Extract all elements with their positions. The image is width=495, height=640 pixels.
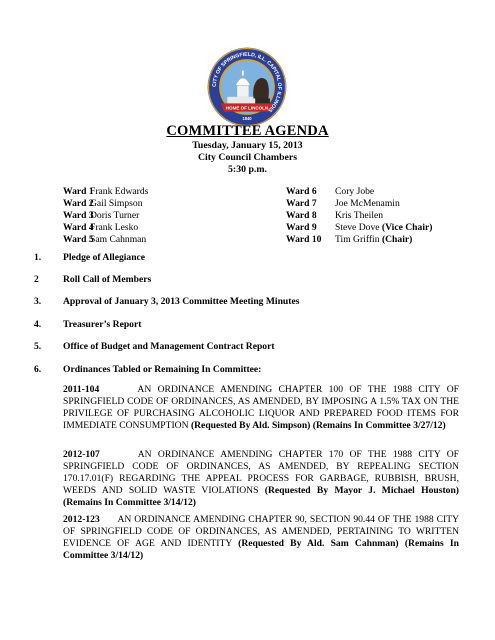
alderman-name: Steve Dove (Vice Chair)	[335, 222, 433, 234]
seal-ribbon-text: HOME OF LINCOLN	[225, 105, 269, 111]
ordinance-body: AN ORDINANCE AMENDING CHAPTER 90, SECTION 90.44 OF THE 1988 CITY OF SPRINGFIELD CODE OF ORDINANCES, AS AMENDED, PERTAINING TO WRITTEN EVIDENCE OF AGE AND IDENTITY	[63, 514, 460, 550]
item-text: Office of Budget and Management Contract Report	[63, 341, 275, 352]
alderman-name: Sam Cahnman	[90, 234, 147, 246]
alderman-name: Joe McMenamin	[335, 198, 400, 210]
item-text: Ordinances Tabled or Remaining In Committee:	[63, 364, 262, 375]
ward-roster	[63, 186, 483, 246]
ordinance-note: (Requested By Ald. Simpson) (Remains In Committee 3/27/12)	[190, 420, 446, 432]
ordinance-note: (Requested By Mayor J. Michael Houston) (Remains In Committee 3/14/12)	[63, 485, 459, 509]
agenda-item	[34, 319, 141, 330]
alderman-name: Doris Turner	[90, 210, 140, 222]
ward-label: Ward 2	[63, 198, 94, 210]
ward-label: Ward 5	[63, 234, 94, 246]
meeting-location: City Council Chambers	[197, 152, 298, 163]
item-number: 1.	[34, 252, 42, 263]
ordinance-id: 2011-104	[63, 384, 100, 395]
item-text: Pledge of Allegiance	[63, 252, 146, 263]
alderman-name: Tim Griffin (Chair)	[335, 234, 413, 246]
meeting-date: Tuesday, January 15, 2013	[192, 140, 303, 151]
item-number: 6.	[34, 364, 42, 375]
ordinance-entry	[63, 449, 459, 509]
agenda-item	[34, 252, 145, 263]
agenda-item	[34, 364, 261, 375]
ward-label: Ward 7	[286, 198, 317, 210]
ward-row	[63, 186, 483, 198]
item-text: Approval of January 3, 2013 Committee Meeting Minutes	[63, 296, 300, 307]
alderman-name: Frank Lesko	[90, 222, 139, 234]
ordinance-entry	[63, 384, 459, 432]
agenda-item	[34, 274, 151, 285]
alderman-name: Gail Simpson	[90, 198, 143, 210]
alderman-name: Cory Jobe	[335, 186, 375, 197]
agenda-item	[34, 296, 299, 307]
alderman-name: Frank Edwards	[90, 186, 149, 197]
ordinance-body: AN ORDINANCE AMENDING CHAPTER 170 OF THE 1988 CITY OF SPRINGFIELD CODE OF ORDINANCES, AS AMENDED, BY REPEALING SECTION 170.17.01(F) REGARDING THE APPEAL PROCESS FOR GARBAGE, RUBBISH, BRUSH, WEEDS AND SOLID WASTE VIOLATIONS	[63, 449, 460, 497]
agenda-item	[34, 341, 275, 352]
ward-label: Ward 1	[63, 186, 94, 197]
ordinance-body: AN ORDINANCE AMENDING CHAPTER 100 OF THE 1988 CITY OF SPRINGFIELD CODE OF ORDINANCES, AS AMENDED, BY IMPOSING A 1.5% TAX ON THE PRIVILEGE OF PURCHASING ALCOHOLIC LIQUOR AND PREPARED FOOD ITEMS FOR IMMEDIATE CONSUMPTION	[63, 384, 460, 432]
item-text: Treasurer’s Report	[63, 319, 142, 330]
ward-row	[63, 222, 483, 234]
item-number: 2	[34, 274, 39, 285]
ward-label: Ward 8	[286, 210, 317, 222]
ward-row	[63, 210, 483, 222]
ward-label: Ward 4	[63, 222, 94, 234]
ward-label: Ward 3	[63, 210, 94, 222]
item-number: 5.	[34, 341, 42, 352]
ward-row	[63, 234, 483, 246]
seal-ring-text: CITY OF SPRINGFIELD, ILL. CAPITAL OF ILLINOIS	[211, 51, 283, 114]
ward-label: Ward 6	[286, 186, 317, 197]
ordinance-id: 2012-123	[63, 514, 100, 525]
ward-label: Ward 10	[286, 234, 322, 246]
alderman-name: Kris Theilen	[335, 210, 384, 222]
role-label: (Vice Chair)	[381, 222, 433, 234]
meeting-time: 5:30 p.m.	[228, 164, 267, 175]
ward-row	[63, 198, 483, 210]
role-label: (Chair)	[381, 234, 413, 246]
seal-year-text: 1840	[242, 115, 252, 121]
ordinance-id: 2012-107	[63, 449, 100, 460]
item-number: 4.	[34, 319, 42, 330]
item-text: Roll Call of Members	[63, 274, 152, 285]
ordinance-entry	[63, 514, 459, 562]
ordinance-note: (Requested By Ald. Sam Cahnman) (Remains In Committee 3/14/12)	[63, 538, 460, 562]
ward-label: Ward 9	[286, 222, 317, 234]
item-number: 3.	[34, 296, 42, 307]
city-seal-logo	[206, 46, 288, 128]
agenda-title: COMMITTEE AGENDA	[166, 123, 329, 139]
